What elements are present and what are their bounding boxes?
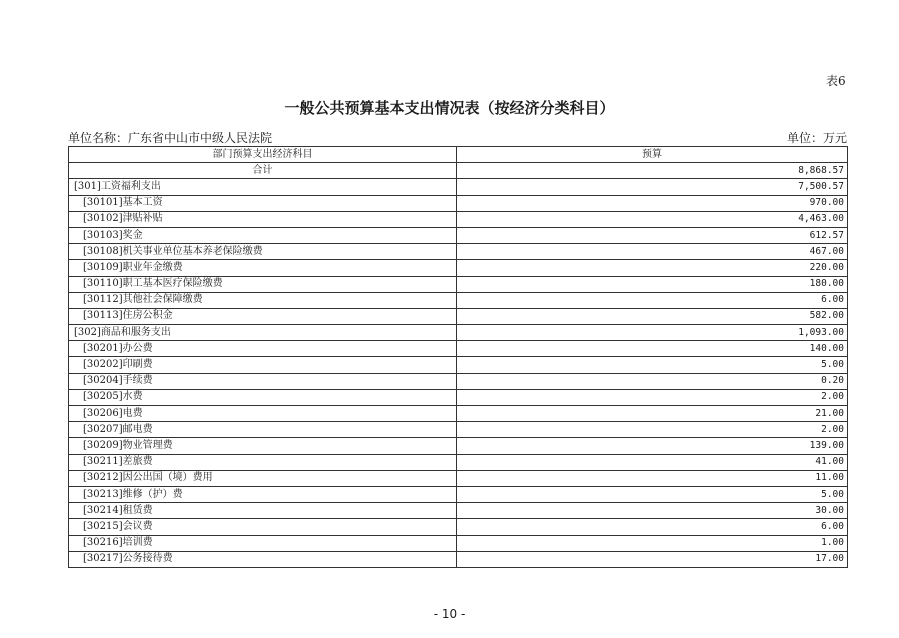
row-label: [30103]奖金 — [69, 227, 457, 243]
row-value: 220.00 — [457, 260, 848, 276]
row-value: 1.00 — [457, 535, 848, 551]
table-row — [69, 308, 848, 324]
table-row — [69, 373, 848, 389]
row-label: [30102]津贴补贴 — [69, 211, 457, 227]
row-label: [30110]职工基本医疗保险缴费 — [69, 276, 457, 292]
row-value: 21.00 — [457, 406, 848, 422]
row-value: 1,093.00 — [457, 325, 848, 341]
table-row — [69, 422, 848, 438]
row-value: 17.00 — [457, 551, 848, 567]
document-title: 一般公共预算基本支出情况表（按经济分类科目） — [284, 99, 615, 117]
table-row — [69, 341, 848, 357]
row-label: [30217]公务接待费 — [69, 551, 457, 567]
row-value: 467.00 — [457, 244, 848, 260]
table-row — [69, 535, 848, 551]
row-value: 970.00 — [457, 195, 848, 211]
table-row — [69, 406, 848, 422]
row-value: 7,500.57 — [457, 179, 848, 195]
row-value: 4,463.00 — [457, 211, 848, 227]
row-label: [30215]会议费 — [69, 519, 457, 535]
row-label: [30112]其他社会保障缴费 — [69, 292, 457, 308]
row-label: [30101]基本工资 — [69, 195, 457, 211]
row-label: [302]商品和服务支出 — [69, 325, 457, 341]
row-value: 2.00 — [457, 422, 848, 438]
table-row — [69, 503, 848, 519]
row-label: [30204]手续费 — [69, 373, 457, 389]
row-value: 41.00 — [457, 454, 848, 470]
table-row — [69, 389, 848, 405]
row-value: 612.57 — [457, 227, 848, 243]
table-row — [69, 276, 848, 292]
table-row — [69, 454, 848, 470]
table-row — [69, 195, 848, 211]
table-row — [69, 227, 848, 243]
row-value: 30.00 — [457, 503, 848, 519]
row-value: 8,868.57 — [457, 163, 848, 179]
row-label: [30108]机关事业单位基本养老保险缴费 — [69, 244, 457, 260]
table-row — [69, 292, 848, 308]
table-row — [69, 438, 848, 454]
row-label: [30214]租赁费 — [69, 503, 457, 519]
row-label: [30205]水费 — [69, 389, 457, 405]
row-label: [30212]因公出国（境）费用 — [69, 470, 457, 486]
row-label: [30206]电费 — [69, 406, 457, 422]
table-row — [69, 244, 848, 260]
column-header-item: 部门预算支出经济科目 — [69, 147, 457, 163]
row-label: [30213]维修（护）费 — [69, 486, 457, 502]
row-value: 5.00 — [457, 486, 848, 502]
budget-table — [68, 146, 848, 568]
table-row — [69, 519, 848, 535]
row-label: [30202]印刷费 — [69, 357, 457, 373]
table-row — [69, 325, 848, 341]
row-value: 5.00 — [457, 357, 848, 373]
row-value: 6.00 — [457, 519, 848, 535]
row-value: 6.00 — [457, 292, 848, 308]
row-value: 11.00 — [457, 470, 848, 486]
table-row — [69, 211, 848, 227]
column-header-budget: 预算 — [457, 147, 848, 163]
row-value: 2.00 — [457, 389, 848, 405]
table-row — [69, 163, 848, 179]
table-row — [69, 486, 848, 502]
row-label: [301]工资福利支出 — [69, 179, 457, 195]
row-label: [30211]差旅费 — [69, 454, 457, 470]
table-header-row — [69, 147, 848, 163]
table-row — [69, 357, 848, 373]
row-label: [30109]职业年金缴费 — [69, 260, 457, 276]
row-value: 180.00 — [457, 276, 848, 292]
unit-label: 单位：万元 — [786, 131, 847, 145]
table-row — [69, 551, 848, 567]
table-body — [69, 163, 848, 568]
unit-line — [68, 129, 847, 146]
row-label: 合计 — [69, 163, 457, 179]
table-row — [69, 179, 848, 195]
row-value: 0.20 — [457, 373, 848, 389]
row-value: 140.00 — [457, 341, 848, 357]
table-row — [69, 470, 848, 486]
row-label: [30201]办公费 — [69, 341, 457, 357]
row-label: [30113]住房公积金 — [69, 308, 457, 324]
row-label: [30207]邮电费 — [69, 422, 457, 438]
table-row — [69, 260, 848, 276]
page-number: - 10 - — [433, 607, 466, 621]
row-value: 139.00 — [457, 438, 848, 454]
table-number: 表6 — [826, 74, 846, 88]
row-label: [30209]物业管理费 — [69, 438, 457, 454]
unit-name: 单位名称：广东省中山市中级人民法院 — [68, 131, 273, 145]
row-label: [30216]培训费 — [69, 535, 457, 551]
row-value: 582.00 — [457, 308, 848, 324]
